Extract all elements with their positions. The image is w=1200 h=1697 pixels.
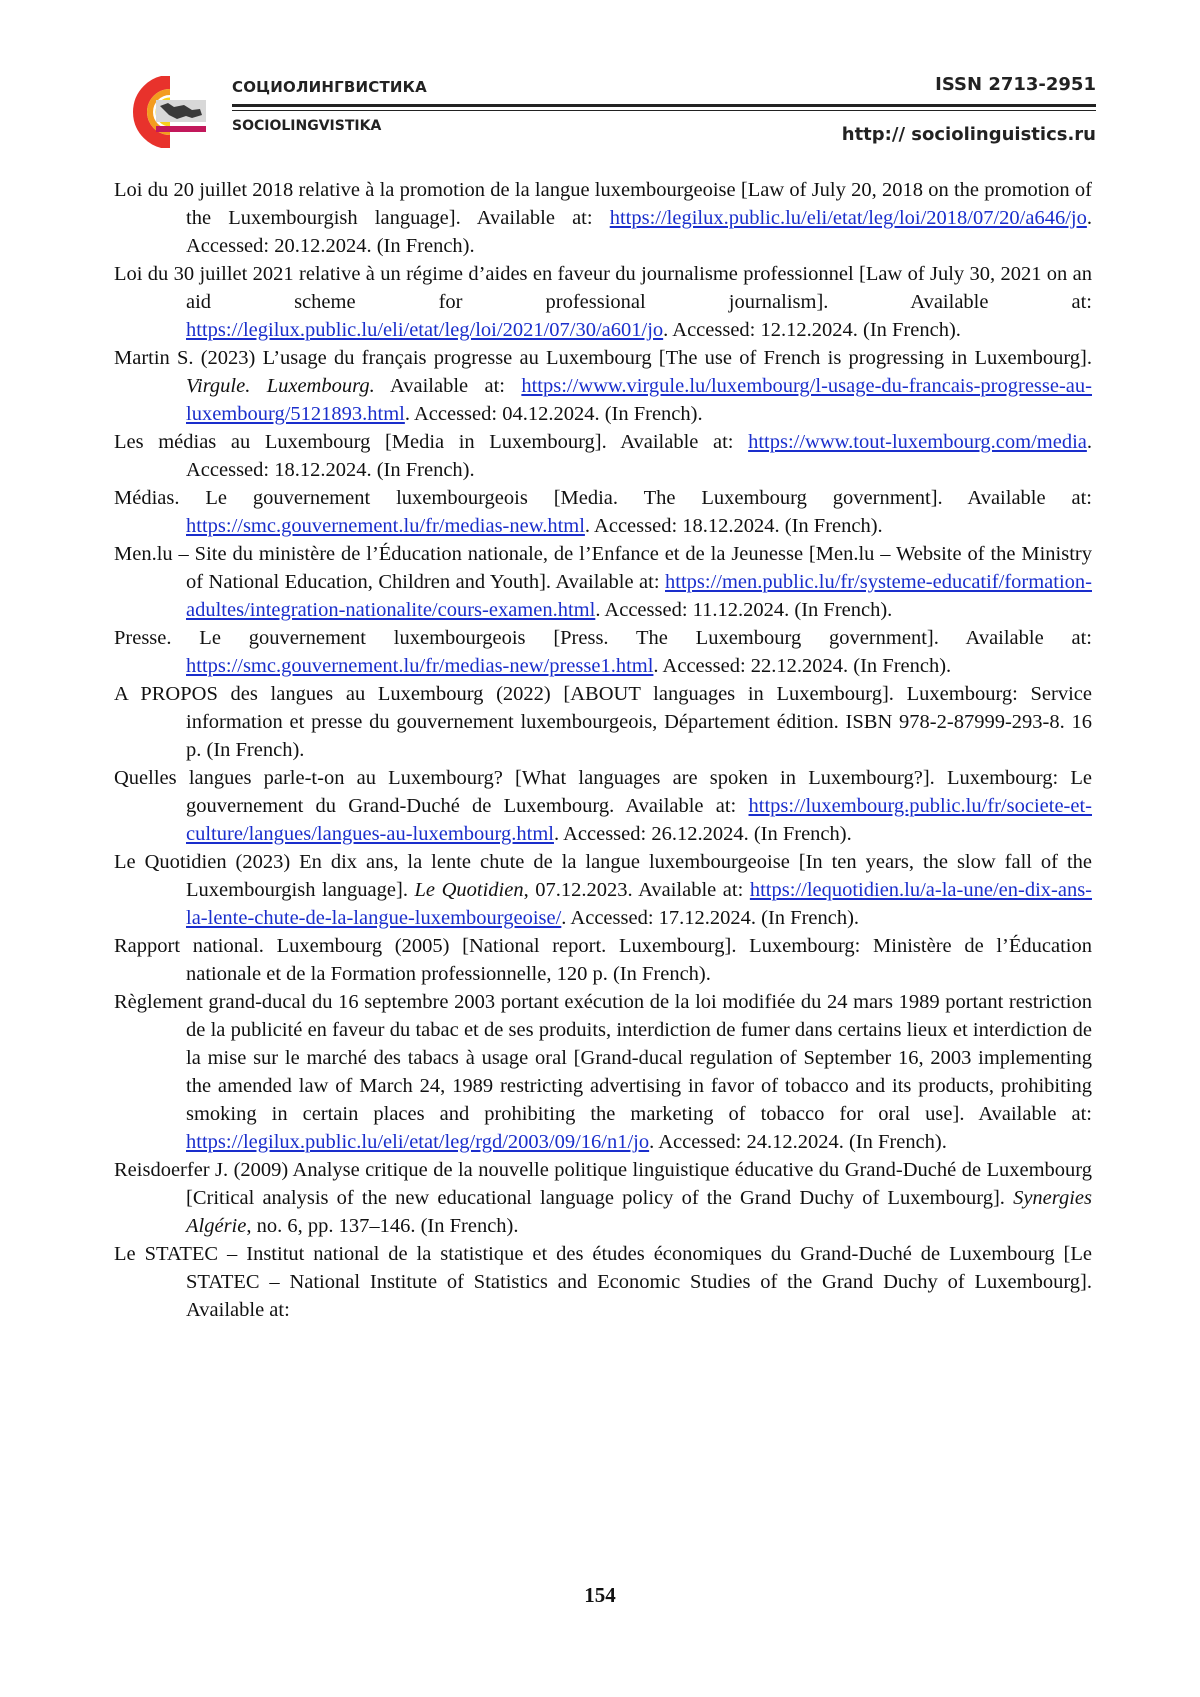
reference-link[interactable]: https://legilux.public.lu/eli/etat/leg/loi/2021/07/30/a601/jo [186, 319, 664, 341]
reference-link[interactable]: https://men.public.lu/fr/systeme-educatif/formation-adultes/integration-nationalite/cours-examen.html [186, 571, 1092, 621]
journal-logo-icon [112, 76, 212, 148]
page-number: 154 [584, 1583, 616, 1607]
reference-link[interactable]: https://www.virgule.lu/luxembourg/l-usage-du-francais-progresse-au-luxembourg/5121893.html [186, 375, 1092, 425]
reference-entry: Les médias au Luxembourg [Media in Luxembourg]. Available at: https://www.tout-luxembourg.com/media. Accessed: 18.12.2024. (In French). [114, 431, 1092, 481]
reference-link[interactable]: https://luxembourg.public.lu/fr/societe-et-culture/langues/langues-au-luxembourg.html [186, 795, 1092, 845]
reference-entry: Loi du 30 juillet 2021 relative à un régime d’aides en faveur du journalisme professionnel [Law of July 30, 2021 on an aid scheme for professional journalism]. Available at: https://legilux.public.lu/eli/etat/leg/loi/2021/07/30/a601/jo. Accessed: 12.12.2024. (In French). [114, 263, 1092, 341]
page-header [112, 68, 1096, 158]
journal-title-ru: СОЦИОЛИНГВИСТИКА [232, 78, 427, 96]
reference-entry: Le STATEC – Institut national de la statistique et des études économiques du Grand-Duché de Luxembourg [Le STATEC – National Institute of Statistics and Economic Studies of the Grand Duchy of Luxembourg]. Available at: [114, 1243, 1092, 1321]
reference-entry: Loi du 20 juillet 2018 relative à la promotion de la langue luxembourgeoise [Law of July 20, 2018 on the promotion of the Luxembourgish language]. Available at: https://legilux.public.lu/eli/etat/leg/loi/2018/07/20/a646/jo. Accessed: 20.12.2024. (In French). [114, 179, 1092, 257]
reference-entry: Martin S. (2023) L’usage du français progresse au Luxembourg [The use of French is progressing in Luxembourg]. Virgule. Luxembourg. Available at: https://www.virgule.lu/luxembourg/l-usage-du-francais-progresse-au-luxembourg/5121893.html. Accessed: 04.12.2024. (In French). [114, 347, 1092, 425]
reference-entry: Le Quotidien (2023) En dix ans, la lente chute de la langue luxembourgeoise [In ten years, the slow fall of the Luxembourgish language]. Le Quotidien, 07.12.2023. Available at: https://lequotidien.lu/a-la-une/en-dix-ans-la-lente-chute-de-la-langue-luxembourgeoise/. Accessed: 17.12.2024. (In French). [114, 851, 1093, 929]
reference-entry: Quelles langues parle-t-on au Luxembourg? [What languages are spoken in Luxembourg?]. Luxembourg: Le gouvernement du Grand-Duché de Luxembourg. Available at: https://luxembourg.public.lu/fr/societe-et-culture/langues/langues-au-luxembourg.html. Accessed: 26.12.2024. (In French). [114, 767, 1092, 845]
reference-link[interactable]: https://legilux.public.lu/eli/etat/leg/rgd/2003/09/16/n1/jo [186, 1131, 650, 1153]
reference-entry: Rapport national. Luxembourg (2005) [National report. Luxembourg]. Luxembourg: Ministère de l’Éducation nationale et de la Formation professionnelle, 120 p. (In French). [114, 935, 1092, 985]
journal-title-en: SOCIOLINGVISTIKA [232, 118, 382, 134]
issn-label: ISSN 2713-2951 [935, 74, 1096, 95]
reference-link[interactable]: https://smc.gouvernement.lu/fr/medias-new/presse1.html [186, 655, 654, 677]
reference-entry: A PROPOS des langues au Luxembourg (2022) [ABOUT languages in Luxembourg]. Luxembourg: Service information et presse du gouvernement luxembourgeois, Département édition. ISBN 978-2-87999-293-8. 16 p. (In French). [114, 683, 1092, 761]
reference-link[interactable]: https://smc.gouvernement.lu/fr/medias-new.html [186, 515, 585, 537]
reference-link[interactable]: https://lequotidien.lu/a-la-une/en-dix-ans-la-lente-chute-de-la-langue-luxembourgeoise/ [186, 879, 1093, 929]
header-rule-thin [232, 110, 1096, 111]
header-rule [232, 104, 1096, 107]
reference-entry: Règlement grand-ducal du 16 septembre 2003 portant exécution de la loi modifiée du 24 mars 1989 portant restriction de la publicité en faveur du tabac et de ses produits, interdiction de fumer dans certains lieux et interdiction de la mise sur le marché des tabacs à usage oral [Grand-ducal regulation of September 16, 2003 implementing the amended law of March 24, 1989 restricting advertising in favor of tobacco and its products, prohibiting smoking in certain places and prohibiting the marketing of tobacco for oral use]. Available at: https://legilux.public.lu/eli/etat/leg/rgd/2003/09/16/n1/jo. Accessed: 24.12.2024. (In French). [114, 991, 1092, 1153]
reference-link[interactable]: https://legilux.public.lu/eli/etat/leg/loi/2018/07/20/a646/jo [609, 207, 1087, 229]
website-url: http:// sociolinguistics.ru [841, 124, 1096, 145]
reference-entry: Men.lu – Site du ministère de l’Éducation nationale, de l’Enfance et de la Jeunesse [Men.lu – Website of the Ministry of National Education, Children and Youth]. Available at: https://men.public.lu/fr/systeme-educatif/formation-adultes/integration-nationalite/cours-examen.html. Accessed: 11.12.2024. (In French). [114, 543, 1092, 621]
reference-list [114, 176, 1092, 1324]
reference-entry: Médias. Le gouvernement luxembourgeois [Media. The Luxembourg government]. Available at: https://smc.gouvernement.lu/fr/medias-new.html. Accessed: 18.12.2024. (In French). [114, 487, 1092, 537]
reference-entry: Reisdoerfer J. (2009) Analyse critique de la nouvelle politique linguistique éducative du Grand-Duché de Luxembourg [Critical analysis of the new educational language policy of the Grand Duchy of Luxembourg]. Synergies Algérie, no. 6, pp. 137–146. (In French). [114, 1159, 1092, 1237]
reference-entry: Presse. Le gouvernement luxembourgeois [Press. The Luxembourg government]. Available at: https://smc.gouvernement.lu/fr/medias-new/presse1.html. Accessed: 22.12.2024. (In French). [114, 627, 1092, 677]
reference-link[interactable]: https://www.tout-luxembourg.com/media [748, 431, 1087, 453]
